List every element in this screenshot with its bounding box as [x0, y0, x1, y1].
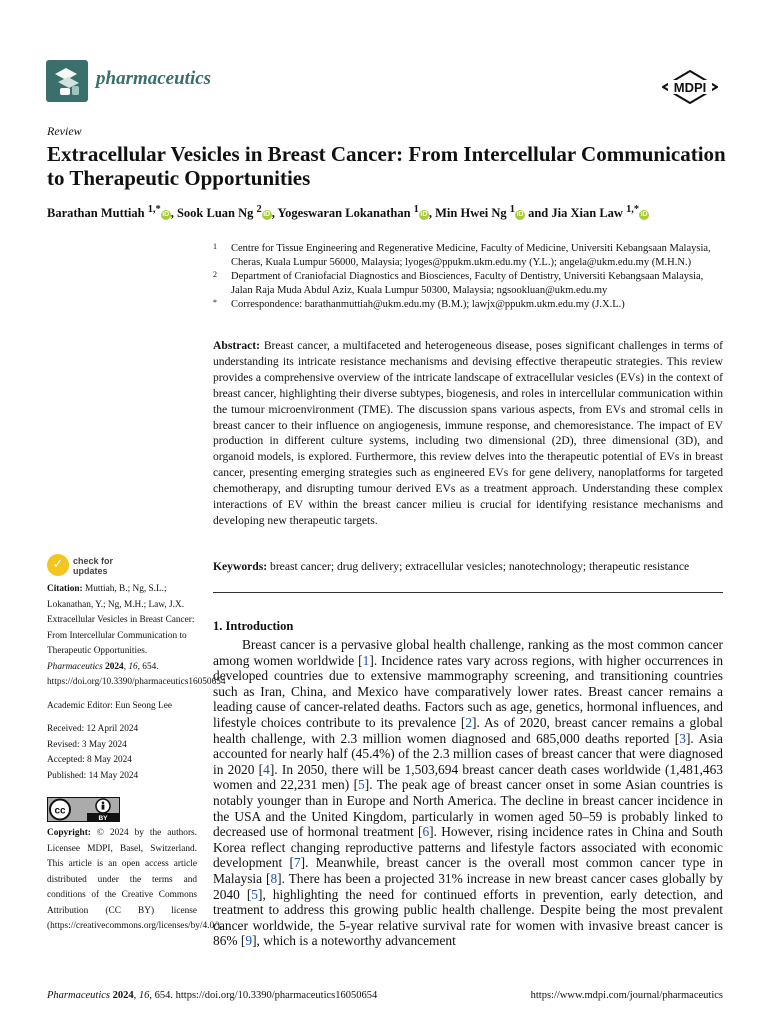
citation-journal: Pharmaceutics — [47, 661, 103, 672]
author-name[interactable]: Sook Luan Ng — [176, 206, 254, 221]
citation-text: Muttiah, B.; Ng, S.L.; Lokanathan, Y.; Ng, M.H.; Law, J.X. Extracellular Vesicles in Breast Cancer: From Intercellular Communication to Therapeutic Opportunities. — [47, 584, 195, 656]
affiliation-text: Correspondence: barathanmuttiah@ukm.edu.my (B.M.); lawjx@ppukm.ukm.edu.my (J.X.L.) — [231, 299, 625, 310]
publication-date: Received: 12 April 2024 — [47, 724, 139, 734]
check-icon: ✓ — [47, 554, 69, 576]
academic-editor: Academic Editor: Eun Seong Lee — [47, 700, 172, 711]
author-name[interactable]: Yogeswaran Lokanathan — [277, 206, 411, 221]
reference-link[interactable]: 3 — [679, 730, 686, 746]
abstract — [213, 338, 723, 529]
check-for-updates-badge[interactable] — [47, 554, 167, 578]
affiliation-marker: * — [213, 298, 217, 307]
check-for-updates-line2: updates — [73, 566, 108, 576]
reference-link[interactable]: 7 — [293, 855, 301, 871]
copyright-label: Copyright: — [47, 828, 91, 838]
copyright-notice — [47, 826, 223, 935]
keywords — [213, 559, 723, 575]
article-info-sidebar — [47, 582, 226, 784]
author-affiliation-marker: 1,* — [626, 204, 640, 215]
cc-label: cc — [54, 805, 66, 817]
reference-link[interactable]: 5 — [358, 777, 365, 793]
reference-link[interactable]: 4 — [263, 761, 270, 777]
footer-year: 2024 — [112, 990, 134, 1001]
citation-block: Citation: Muttiah, B.; Ng, S.L.; Lokanathan, Y.; Ng, M.H.; Law, J.X. Extracellular Vesicles in Breast Cancer: From Intercellular Communication to Therapeutic Opportunities. Pharmaceutics 2024, 16, 654. https://doi.org/10.3390/pharmaceutics16050654 — [47, 584, 226, 687]
keywords-text: breast cancer; drug delivery; extracellular vesicles; nanotechnology; therapeutic resistance — [270, 560, 690, 573]
orcid-icon[interactable]: iD — [420, 211, 428, 219]
abstract-label: Abstract: — [213, 339, 261, 352]
author-list: Barathan Muttiah $^{1,*}$ iD , Sook Luan Ng $^2$ iD , Yogeswaran Lokanathan $^1$ iD , Min Hwei Ng $^1$ iD and Jia Xian Law $^{1,*}$ iD — [47, 204, 648, 221]
publication-dates — [47, 722, 199, 784]
author-affiliation-marker: 1 — [509, 204, 515, 215]
footer-journal: Pharmaceutics — [47, 990, 110, 1001]
citation-year: 2024 — [105, 661, 124, 672]
cc-by-label: BY — [98, 815, 108, 822]
article-title: Extracellular Vesicles in Breast Cancer: From Intercellular Communication to Therapeutic Opportunities — [47, 142, 726, 190]
publication-date: Accepted: 8 May 2024 — [47, 755, 132, 765]
orcid-icon[interactable]: iD — [162, 211, 170, 219]
affiliation-item — [213, 298, 723, 312]
footer-journal-url[interactable]: https://www.mdpi.com/journal/pharmaceutics — [530, 990, 723, 1001]
copyright-text: © 2024 by the authors. Licensee MDPI, Basel, Switzerland. This article is an open access article distributed under the terms and conditions of the Creative Commons Attribution (CC BY) license (https://creativecommons.org/licenses/by/4.0/). — [47, 828, 223, 931]
publisher-logo-text: MDPI — [673, 80, 707, 95]
orcid-icon[interactable]: iD — [263, 211, 271, 219]
journal-logo-icon — [46, 60, 88, 102]
citation-volume: 16 — [128, 661, 138, 672]
footer-doi[interactable]: , 654. https://doi.org/10.3390/pharmaceutics16050654 — [149, 990, 378, 1001]
affiliation-marker: 2 — [213, 270, 217, 279]
author-name[interactable]: Min Hwei Ng — [435, 206, 507, 221]
reference-link[interactable]: 2 — [465, 714, 473, 730]
orcid-icon[interactable]: iD — [640, 211, 648, 219]
article-type: Review — [47, 124, 82, 138]
reference-link[interactable]: 9 — [245, 933, 253, 949]
abstract-text: Breast cancer, a multifaceted and heterogeneous disease, poses significant challenges in terms of understanding its intricate resistance mechanisms and devising effective therapeutic strategies. This review provides a comprehensive overview of the intricate landscape of extracellular vesicles (EVs) in the context of breast cancer, highlighting their diverse subtypes, biogenesis, and roles in intercellular communication within the tumour microenvironment (TME). The discussion spans various aspects, from EVs and stromal cells in breast cancer to their influence on angiogenesis, immune response, and chemoresistance. The impact of EV production in different culture systems, including two dimensional (2D), three dimensional (3D), and organoid models, is explored. Furthermore, this review delves into the therapeutic potential of EVs in breast cancer, presenting emerging strategies such as engineered EVs for gene delivery, nanoplatforms for targeted chemotherapy, and disrupting tumour derived EVs as a treatment approach. Understanding these complex interactions of EV within the breast cancer milieu is crucial for identifying resistance mechanisms and developing new therapeutic targets. — [213, 339, 723, 527]
publisher-logo[interactable] — [662, 70, 718, 104]
footer-citation[interactable]: Pharmaceutics 2024, 16, 654. https://doi.org/10.3390/pharmaceutics16050654 — [47, 990, 378, 1001]
footer-volume: 16 — [138, 990, 150, 1001]
journal-name[interactable]: pharmaceutics — [96, 68, 212, 89]
author-affiliation-marker: 1,* — [147, 204, 161, 215]
cc-by-license-icon[interactable] — [47, 797, 120, 822]
affiliations — [213, 242, 723, 313]
reference-link[interactable]: 1 — [362, 652, 370, 668]
publication-date: Revised: 3 May 2024 — [47, 739, 127, 750]
author-affiliation-marker: 2 — [256, 204, 262, 215]
affiliation-item — [213, 270, 723, 297]
check-for-updates-line1: check for — [73, 556, 114, 566]
affiliation-item — [213, 242, 723, 269]
affiliation-marker: 1 — [213, 242, 217, 251]
section-divider — [213, 592, 723, 593]
affiliation-text: Department of Craniofacial Diagnostics and Biosciences, Faculty of Dentistry, Universiti Kebangsaan Malaysia, Jalan Raja Muda Abdul Aziz, Kuala Lumpur 50300, Malaysia; ngsookluan@ukm.edu.my — [231, 271, 704, 296]
introduction-paragraph: Breast cancer is a pervasive global health challenge, ranking as the most common cancer among women worldwide [1]. Incidence rates vary across regions, with higher occurrences in developed countries due to extensive mammography screening, and transitioning countries such as Iran, China, and Mexico have comparatively lower rates. Breast cancer remains a leading cause of cancer-related deaths. Factors such as age, genetics, hormonal influences, and lifestyle choices contribute to its prevalence [2]. As of 2020, breast cancer remains a global health challenge, with 2.3 million women diagnosed and 685,000 deaths reported [3]. Asia accounted for nearly half (45.4%) of the 2.3 million cases of breast cancer that were diagnosed in 2020 [4]. In 2050, there will be 1,503,694 breast cancer death cases worldwide (1,481,463 women and 22,231 men) [5]. The peak age of breast cancer onset in some Asian countries is notably younger than in Europe and North America. The decline in breast cancer incidence in the USA and the United Kingdom, particularly in women aged 50–59 is probably linked to decreased use of hormonal treatment [6]. However, rising incidence rates in China and South Korea reflect changing reproductive patterns and lifestyle factors associated with economic development [7]. Meanwhile, breast cancer is the overall most common cancer type in Malaysia [8]. There has been a projected 31% increase in new breast cancer cases globally by 2040 [5], highlighting the need for continued efforts in prevention, early detection, and treatment to address this growing public health challenge. Despite being the most prevalent cancer worldwide, the 5-year relative survival rate for women with invasive breast cancer is 86% [9], which is a noteworthy advancement — [213, 637, 724, 949]
author-affiliation-marker: 1 — [413, 204, 419, 215]
affiliation-text: Centre for Tissue Engineering and Regenerative Medicine, Faculty of Medicine, Universiti Kebangsaan Malaysia, Cheras, Kuala Lumpur 56000, Malaysia; lyoges@ppukm.ukm.edu.my (Y.L.); angela@ukm.edu.my (M.H.N.) — [231, 243, 711, 268]
reference-link[interactable]: 5 — [251, 886, 258, 902]
author-name[interactable]: Jia Xian Law — [551, 206, 623, 221]
check-for-updates-text — [73, 556, 113, 576]
citation-doi[interactable]: , 654. https://doi.org/10.3390/pharmaceutics16050654 — [47, 661, 226, 687]
author-name[interactable]: Barathan Muttiah — [47, 206, 145, 221]
reference-link[interactable]: 6 — [422, 824, 430, 840]
publication-date: Published: 14 May 2024 — [47, 770, 139, 781]
orcid-icon[interactable]: iD — [516, 211, 524, 219]
reference-link[interactable]: 8 — [270, 870, 278, 886]
keywords-label: Keywords: — [213, 560, 268, 573]
citation-label: Citation: — [47, 584, 83, 594]
section-heading-introduction: 1. Introduction — [213, 619, 294, 633]
